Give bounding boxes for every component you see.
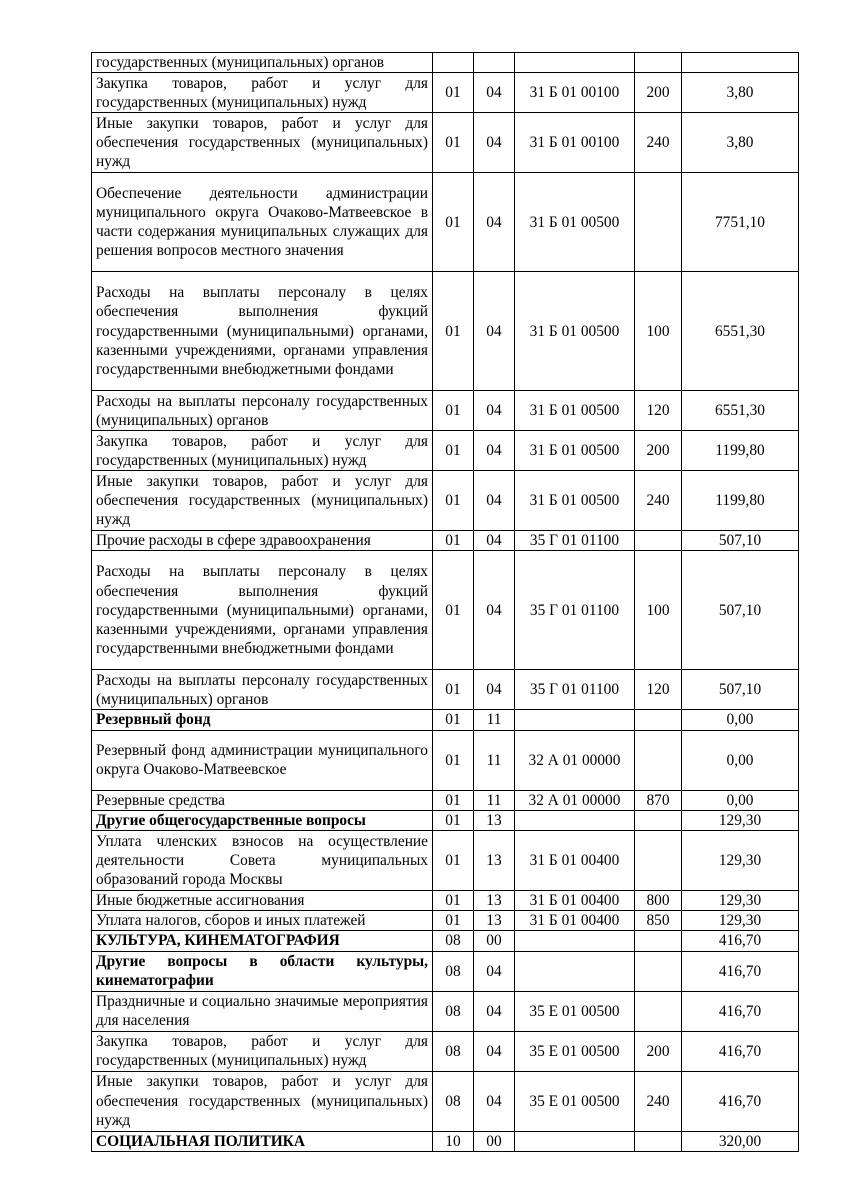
section-code-cell: 01 — [433, 272, 474, 391]
expense-type-cell: 850 — [635, 911, 682, 931]
section-code-cell: 01 — [433, 531, 474, 551]
expense-type-cell: 100 — [635, 551, 682, 670]
amount-cell: 0,00 — [682, 730, 799, 790]
expense-type-cell: 100 — [635, 272, 682, 391]
subsection-code-cell: 04 — [474, 272, 515, 391]
subsection-code-cell: 00 — [474, 931, 515, 951]
amount-cell: 7751,10 — [682, 173, 799, 272]
table-row — [92, 991, 799, 1031]
section-code-cell: 08 — [433, 1071, 474, 1131]
section-code-cell: 01 — [433, 911, 474, 931]
table-row — [92, 73, 799, 113]
amount-cell: 129,30 — [682, 911, 799, 931]
table-row — [92, 710, 799, 730]
target-article-cell: 32 А 01 00000 — [515, 790, 635, 810]
amount-cell: 416,70 — [682, 1031, 799, 1071]
subsection-code-cell: 11 — [474, 730, 515, 790]
row-name-cell: Расходы на выплаты персоналу государственных (муниципальных) органов — [92, 670, 433, 710]
subsection-code-cell: 04 — [474, 73, 515, 113]
amount-cell: 1199,80 — [682, 471, 799, 531]
amount-cell: 6551,30 — [682, 272, 799, 391]
section-code-cell: 08 — [433, 1031, 474, 1071]
amount-cell: 3,80 — [682, 73, 799, 113]
section-code-cell: 01 — [433, 391, 474, 431]
target-article-cell: 31 Б 01 00500 — [515, 272, 635, 391]
section-code-cell: 01 — [433, 810, 474, 830]
target-article-cell — [515, 810, 635, 830]
expense-type-cell: 800 — [635, 891, 682, 911]
subsection-code-cell: 13 — [474, 810, 515, 830]
section-code-cell: 01 — [433, 670, 474, 710]
section-code-cell: 01 — [433, 113, 474, 173]
target-article-cell: 31 Б 01 00400 — [515, 911, 635, 931]
target-article-cell: 31 Б 01 00400 — [515, 891, 635, 911]
row-name-cell: Иные бюджетные ассигнования — [92, 891, 433, 911]
target-article-cell — [515, 1131, 635, 1151]
expense-type-cell: 120 — [635, 670, 682, 710]
row-name-cell: Прочие расходы в сфере здравоохранения — [92, 531, 433, 551]
section-code-cell: 01 — [433, 73, 474, 113]
subsection-code-cell: 04 — [474, 431, 515, 471]
table-row — [92, 471, 799, 531]
target-article-cell: 31 Б 01 00400 — [515, 831, 635, 891]
section-code-cell: 01 — [433, 790, 474, 810]
target-article-cell — [515, 951, 635, 991]
row-name-cell: Расходы на выплаты персоналу государственных (муниципальных) органов — [92, 391, 433, 431]
subsection-code-cell: 04 — [474, 991, 515, 1031]
table-row — [92, 951, 799, 991]
table-row — [92, 53, 799, 73]
expense-type-cell — [635, 173, 682, 272]
amount-cell: 129,30 — [682, 891, 799, 911]
target-article-cell: 32 А 01 00000 — [515, 730, 635, 790]
amount-cell — [682, 53, 799, 73]
amount-cell: 0,00 — [682, 710, 799, 730]
amount-cell: 416,70 — [682, 1071, 799, 1131]
section-code-cell: 01 — [433, 173, 474, 272]
table-row — [92, 1071, 799, 1131]
target-article-cell: 31 Б 01 00500 — [515, 471, 635, 531]
expense-type-cell — [635, 931, 682, 951]
table-row — [92, 391, 799, 431]
target-article-cell: 35 Г 01 01100 — [515, 551, 635, 670]
target-article-cell: 31 Б 01 00500 — [515, 173, 635, 272]
subsection-code-cell: 04 — [474, 1031, 515, 1071]
expense-type-cell — [635, 531, 682, 551]
subsection-code-cell: 11 — [474, 710, 515, 730]
budget-table — [91, 52, 799, 1152]
target-article-cell: 31 Б 01 00500 — [515, 431, 635, 471]
amount-cell: 416,70 — [682, 951, 799, 991]
row-name-cell: Расходы на выплаты персоналу в целях обеспечения выполнения фукций государственными (муниципальными) органами, казенными учреждениями, органами управления государственными внебюджетными фондами — [92, 551, 433, 670]
table-row — [92, 531, 799, 551]
section-code-cell: 08 — [433, 931, 474, 951]
section-code-cell: 01 — [433, 831, 474, 891]
section-code-cell: 01 — [433, 891, 474, 911]
row-name-cell: КУЛЬТУРА, КИНЕМАТОГРАФИЯ — [92, 931, 433, 951]
section-code-cell: 01 — [433, 551, 474, 670]
expense-type-cell: 120 — [635, 391, 682, 431]
expense-type-cell: 200 — [635, 1031, 682, 1071]
table-row — [92, 670, 799, 710]
section-code-cell: 08 — [433, 991, 474, 1031]
table-row — [92, 730, 799, 790]
section-code-cell: 01 — [433, 431, 474, 471]
amount-cell: 507,10 — [682, 670, 799, 710]
row-name-cell: Уплата налогов, сборов и иных платежей — [92, 911, 433, 931]
amount-cell: 507,10 — [682, 531, 799, 551]
row-name-cell: Резервный фонд администрации муниципального округа Очаково-Матвеевское — [92, 730, 433, 790]
table-row — [92, 810, 799, 830]
table-row — [92, 173, 799, 272]
expense-type-cell — [635, 710, 682, 730]
expense-type-cell: 240 — [635, 113, 682, 173]
table-row — [92, 931, 799, 951]
row-name-cell: Другие общегосударственные вопросы — [92, 810, 433, 830]
amount-cell: 129,30 — [682, 810, 799, 830]
row-name-cell: Иные закупки товаров, работ и услуг для обеспечения государственных (муниципальных) нужд — [92, 113, 433, 173]
row-name-cell: Уплата членских взносов на осуществление деятельности Совета муниципальных образований города Москвы — [92, 831, 433, 891]
amount-cell: 320,00 — [682, 1131, 799, 1151]
section-code-cell: 01 — [433, 730, 474, 790]
subsection-code-cell: 13 — [474, 831, 515, 891]
subsection-code-cell — [474, 53, 515, 73]
amount-cell: 416,70 — [682, 991, 799, 1031]
table-row — [92, 551, 799, 670]
row-name-cell: Закупка товаров, работ и услуг для государственных (муниципальных) нужд — [92, 73, 433, 113]
row-name-cell: Другие вопросы в области культуры, кинематографии — [92, 951, 433, 991]
subsection-code-cell: 04 — [474, 670, 515, 710]
expense-type-cell: 240 — [635, 471, 682, 531]
target-article-cell: 35 Е 01 00500 — [515, 1071, 635, 1131]
budget-table-body — [92, 53, 799, 1152]
subsection-code-cell: 04 — [474, 531, 515, 551]
section-code-cell: 01 — [433, 471, 474, 531]
table-row — [92, 911, 799, 931]
expense-type-cell — [635, 730, 682, 790]
amount-cell: 1199,80 — [682, 431, 799, 471]
row-name-cell: СОЦИАЛЬНАЯ ПОЛИТИКА — [92, 1131, 433, 1151]
row-name-cell: Иные закупки товаров, работ и услуг для обеспечения государственных (муниципальных) нужд — [92, 1071, 433, 1131]
row-name-cell: Расходы на выплаты персоналу в целях обеспечения выполнения фукций государственными (муниципальными) органами, казенными учреждениями, органами управления государственными внебюджетными фондами — [92, 272, 433, 391]
table-row — [92, 1131, 799, 1151]
section-code-cell — [433, 53, 474, 73]
section-code-cell: 10 — [433, 1131, 474, 1151]
row-name-cell: Праздничные и социально значимые мероприятия для населения — [92, 991, 433, 1031]
section-code-cell: 01 — [433, 710, 474, 730]
table-row — [92, 831, 799, 891]
target-article-cell: 31 Б 01 00100 — [515, 73, 635, 113]
target-article-cell: 35 Е 01 00500 — [515, 991, 635, 1031]
subsection-code-cell: 00 — [474, 1131, 515, 1151]
expense-type-cell — [635, 951, 682, 991]
target-article-cell: 35 Е 01 00500 — [515, 1031, 635, 1071]
section-code-cell: 08 — [433, 951, 474, 991]
amount-cell: 129,30 — [682, 831, 799, 891]
expense-type-cell — [635, 810, 682, 830]
target-article-cell — [515, 931, 635, 951]
row-name-cell: Резервный фонд — [92, 710, 433, 730]
expense-type-cell: 870 — [635, 790, 682, 810]
table-row — [92, 1031, 799, 1071]
row-name-cell: Обеспечение деятельности администрации муниципального округа Очаково-Матвеевское в части содержания муниципальных служащих для решения вопросов местного значения — [92, 173, 433, 272]
subsection-code-cell: 04 — [474, 951, 515, 991]
subsection-code-cell: 04 — [474, 471, 515, 531]
amount-cell: 6551,30 — [682, 391, 799, 431]
subsection-code-cell: 04 — [474, 173, 515, 272]
expense-type-cell: 240 — [635, 1071, 682, 1131]
target-article-cell — [515, 710, 635, 730]
amount-cell: 416,70 — [682, 931, 799, 951]
expense-type-cell — [635, 991, 682, 1031]
target-article-cell: 31 Б 01 00100 — [515, 113, 635, 173]
expense-type-cell — [635, 831, 682, 891]
expense-type-cell — [635, 53, 682, 73]
table-row — [92, 272, 799, 391]
expense-type-cell: 200 — [635, 431, 682, 471]
row-name-cell: Закупка товаров, работ и услуг для государственных (муниципальных) нужд — [92, 1031, 433, 1071]
target-article-cell: 35 Г 01 01100 — [515, 670, 635, 710]
target-article-cell: 31 Б 01 00500 — [515, 391, 635, 431]
table-row — [92, 790, 799, 810]
row-name-cell: Резервные средства — [92, 790, 433, 810]
table-row — [92, 431, 799, 471]
subsection-code-cell: 04 — [474, 551, 515, 670]
target-article-cell — [515, 53, 635, 73]
subsection-code-cell: 11 — [474, 790, 515, 810]
expense-type-cell: 200 — [635, 73, 682, 113]
amount-cell: 3,80 — [682, 113, 799, 173]
amount-cell: 507,10 — [682, 551, 799, 670]
row-name-cell: Закупка товаров, работ и услуг для государственных (муниципальных) нужд — [92, 431, 433, 471]
subsection-code-cell: 13 — [474, 891, 515, 911]
subsection-code-cell: 04 — [474, 113, 515, 173]
row-name-cell: Иные закупки товаров, работ и услуг для обеспечения государственных (муниципальных) нужд — [92, 471, 433, 531]
subsection-code-cell: 04 — [474, 1071, 515, 1131]
table-row — [92, 113, 799, 173]
target-article-cell: 35 Г 01 01100 — [515, 531, 635, 551]
subsection-code-cell: 04 — [474, 391, 515, 431]
amount-cell: 0,00 — [682, 790, 799, 810]
table-row — [92, 891, 799, 911]
expense-type-cell — [635, 1131, 682, 1151]
subsection-code-cell: 13 — [474, 911, 515, 931]
row-name-cell: государственных (муниципальных) органов — [92, 53, 433, 73]
